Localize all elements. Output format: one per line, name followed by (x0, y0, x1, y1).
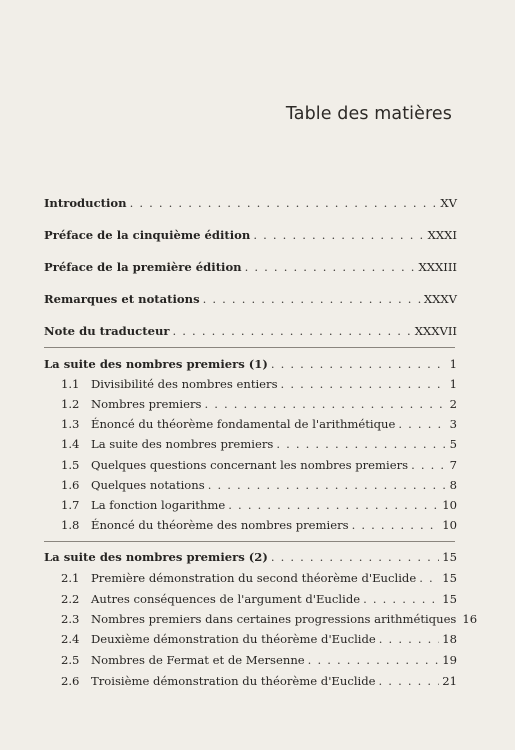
chapter-label: La suite des nombres premiers (1) (44, 357, 268, 371)
toc-section (61, 458, 457, 472)
section-page: 15 (442, 592, 457, 606)
leader-dots (379, 632, 439, 646)
toc-entry-remarques (44, 292, 457, 306)
section-number: 1.4 (61, 437, 80, 451)
toc-section (61, 417, 457, 431)
section-label: Troisième démonstration du théorème d'Euclide (91, 674, 376, 688)
toc-entry-note-traducteur (44, 324, 457, 338)
toc-entry-page: XXXVII (414, 324, 457, 338)
section-label: Énoncé du théorème fondamental de l'arithmétique (91, 417, 396, 431)
leader-dots (276, 437, 446, 451)
divider (44, 541, 455, 542)
toc-section (61, 397, 457, 411)
section-page: 16 (462, 612, 478, 626)
toc-entry-label: Remarques et notations (44, 292, 200, 306)
toc-section (61, 674, 457, 688)
section-label: Deuxième démonstration du théorème d'Euclide (91, 632, 376, 646)
section-number: 1.7 (61, 498, 80, 512)
section-page: 18 (442, 632, 457, 646)
section-number: 2.4 (61, 632, 80, 646)
section-page: 19 (442, 653, 457, 667)
section-label: Nombres de Fermat et de Mersenne (91, 653, 305, 667)
toc-entry-label: Préface de la cinquième édition (44, 228, 251, 242)
toc-section (61, 518, 457, 532)
toc-entry-introduction (44, 196, 457, 210)
section-number: 1.1 (61, 377, 80, 391)
divider (44, 347, 455, 348)
chapter-label: La suite des nombres premiers (2) (44, 550, 268, 564)
leader-dots (379, 674, 440, 688)
toc-entry-page: XV (440, 196, 457, 210)
toc-section (61, 478, 457, 492)
section-label: Quelques questions concernant les nombres premiers (91, 458, 409, 472)
toc-section (61, 377, 457, 391)
section-page: 5 (449, 437, 457, 451)
leader-dots (363, 592, 439, 606)
toc-section (61, 653, 457, 667)
section-page: 10 (442, 498, 457, 512)
leader-dots (204, 397, 446, 411)
section-number: 1.6 (61, 478, 80, 492)
section-number: 2.5 (61, 653, 80, 667)
section-label: La suite des nombres premiers (91, 437, 274, 451)
section-label: Nombres premiers dans certaines progressions arithmétiques (91, 612, 457, 626)
section-page: 2 (449, 397, 457, 411)
toc-entry-label: Note du traducteur (44, 324, 170, 338)
section-number: 2.1 (61, 571, 80, 585)
toc-chapter-1 (44, 357, 457, 371)
leader-dots (208, 478, 447, 492)
toc-section (61, 612, 478, 626)
leader-dots (253, 228, 424, 242)
toc-entry-page: XXXI (427, 228, 457, 242)
section-page: 1 (449, 377, 457, 391)
leader-dots (245, 260, 416, 274)
toc-section (61, 437, 457, 451)
leader-dots (228, 498, 439, 512)
leader-dots (398, 417, 446, 431)
section-page: 15 (442, 571, 457, 585)
leader-dots (173, 324, 412, 338)
toc-entry-preface-5 (44, 228, 457, 242)
section-page: 8 (449, 478, 457, 492)
section-label: Première démonstration du second théorème d'Euclide (91, 571, 417, 585)
leader-dots (419, 571, 439, 585)
toc-section (61, 632, 457, 646)
section-number: 2.3 (61, 612, 80, 626)
toc-section (61, 571, 457, 585)
leader-dots (281, 377, 447, 391)
section-number: 2.6 (61, 674, 80, 688)
section-label: Nombres premiers (91, 397, 202, 411)
section-number: 1.3 (61, 417, 80, 431)
section-label: Quelques notations (91, 478, 205, 492)
page-title: Table des matières (285, 104, 452, 124)
section-number: 1.2 (61, 397, 80, 411)
section-label: Divisibilité des nombres entiers (91, 377, 278, 391)
leader-dots (352, 518, 440, 532)
chapter-page: 15 (442, 550, 457, 564)
leader-dots (411, 458, 447, 472)
toc-entry-label: Introduction (44, 196, 127, 210)
leader-dots (308, 653, 440, 667)
section-number: 1.8 (61, 518, 80, 532)
leader-dots (271, 550, 439, 564)
section-number: 2.2 (61, 592, 80, 606)
section-page: 3 (449, 417, 457, 431)
toc-entry-label: Préface de la première édition (44, 260, 242, 274)
toc-entry-preface-1 (44, 260, 457, 274)
section-page: 7 (449, 458, 457, 472)
leader-dots (271, 357, 447, 371)
section-label: La fonction logarithme (91, 498, 226, 512)
section-label: Autres conséquences de l'argument d'Euclide (91, 592, 361, 606)
section-label: Énoncé du théorème des nombres premiers (91, 518, 349, 532)
section-page: 21 (442, 674, 457, 688)
section-page: 10 (442, 518, 457, 532)
toc-section (61, 498, 457, 512)
leader-dots (130, 196, 438, 210)
chapter-page: 1 (449, 357, 457, 371)
section-number: 1.5 (61, 458, 80, 472)
toc-chapter-2 (44, 550, 457, 564)
toc-section (61, 592, 457, 606)
leader-dots (203, 292, 421, 306)
toc-entry-page: XXXV (423, 292, 457, 306)
toc-entry-page: XXXIII (418, 260, 457, 274)
